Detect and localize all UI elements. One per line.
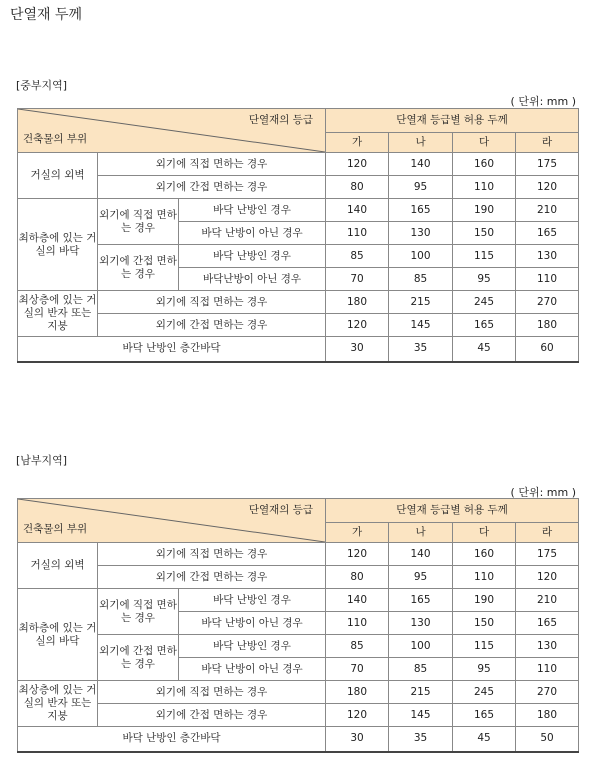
table-row (18, 543, 579, 566)
value-cell: 165 (389, 199, 453, 222)
thickness-table (17, 108, 579, 363)
allow-thickness-header: 단열재 등급별 허용 두께 (326, 109, 579, 133)
value-cell: 120 (326, 543, 389, 566)
row-label: 외기에 간접 면하는 경우 (98, 176, 326, 199)
value-cell: 70 (326, 268, 389, 291)
value-cell: 160 (453, 153, 516, 176)
table-row (18, 245, 579, 268)
value-cell: 140 (389, 153, 453, 176)
part-label: 건축물의 부위 (23, 133, 88, 145)
grade-header: 라 (516, 523, 579, 543)
row-label: 바닥 난방인 경우 (179, 199, 326, 222)
table-row (18, 314, 579, 337)
value-cell: 190 (453, 589, 516, 612)
value-cell: 145 (389, 314, 453, 337)
value-cell: 110 (516, 268, 579, 291)
row-label: 바닥 난방인 층간바닥 (18, 337, 326, 362)
row-label: 바닥 난방이 아닌 경우 (179, 658, 326, 681)
unit-label: ( 단위: mm ) (510, 95, 576, 108)
row-label: 외기에 직접 면하는 경우 (98, 681, 326, 704)
row-label: 바닥 난방인 층간바닥 (18, 727, 326, 752)
value-cell: 215 (389, 681, 453, 704)
row-label: 바닥 난방이 아닌 경우 (179, 222, 326, 245)
value-cell: 175 (516, 543, 579, 566)
value-cell: 95 (453, 268, 516, 291)
value-cell: 95 (389, 176, 453, 199)
value-cell: 85 (326, 635, 389, 658)
value-cell: 245 (453, 681, 516, 704)
value-cell: 80 (326, 176, 389, 199)
value-cell: 270 (516, 681, 579, 704)
value-cell: 210 (516, 589, 579, 612)
row-label: 외기에 간접 면하는 경우 (98, 704, 326, 727)
value-cell: 130 (516, 635, 579, 658)
value-cell: 45 (453, 337, 516, 362)
value-cell: 120 (326, 153, 389, 176)
subgroup-label: 외기에 간접 면하는 경우 (98, 245, 179, 291)
group-label: 거실의 외벽 (18, 543, 98, 589)
table-row (18, 337, 579, 362)
row-label: 외기에 간접 면하는 경우 (98, 566, 326, 589)
row-label: 바닥 난방인 경우 (179, 635, 326, 658)
value-cell: 120 (516, 176, 579, 199)
row-label: 외기에 간접 면하는 경우 (98, 314, 326, 337)
row-label: 바닥 난방인 경우 (179, 245, 326, 268)
row-label: 외기에 직접 면하는 경우 (98, 291, 326, 314)
subgroup-label: 외기에 직접 면하는 경우 (98, 589, 179, 635)
value-cell: 60 (516, 337, 579, 362)
row-label: 외기에 직접 면하는 경우 (98, 153, 326, 176)
grade-header: 라 (516, 133, 579, 153)
grade-header: 나 (389, 133, 453, 153)
grade-header: 나 (389, 523, 453, 543)
value-cell: 30 (326, 727, 389, 752)
value-cell: 110 (326, 222, 389, 245)
value-cell: 190 (453, 199, 516, 222)
value-cell: 140 (326, 199, 389, 222)
value-cell: 110 (516, 658, 579, 681)
value-cell: 115 (453, 635, 516, 658)
value-cell: 180 (326, 291, 389, 314)
group-label: 최상층에 있는 거실의 반자 또는 지붕 (18, 681, 98, 727)
thickness-table (17, 498, 579, 753)
table-row (18, 681, 579, 704)
value-cell: 115 (453, 245, 516, 268)
value-cell: 85 (326, 245, 389, 268)
value-cell: 100 (389, 245, 453, 268)
value-cell: 130 (389, 222, 453, 245)
value-cell: 85 (389, 268, 453, 291)
value-cell: 160 (453, 543, 516, 566)
value-cell: 165 (453, 314, 516, 337)
value-cell: 180 (516, 704, 579, 727)
value-cell: 95 (453, 658, 516, 681)
value-cell: 110 (326, 612, 389, 635)
value-cell: 85 (389, 658, 453, 681)
grade-label: 단열재의 등급 (248, 114, 314, 126)
subgroup-label: 외기에 간접 면하는 경우 (98, 635, 179, 681)
grade-header: 다 (453, 133, 516, 153)
section-label: [남부지역] (16, 454, 68, 467)
table-row (18, 153, 579, 176)
table-row (18, 199, 579, 222)
grade-header: 다 (453, 523, 516, 543)
group-label: 최하층에 있는 거실의 바닥 (18, 589, 98, 681)
allow-thickness-header: 단열재 등급별 허용 두께 (326, 499, 579, 523)
value-cell: 110 (453, 566, 516, 589)
diagonal-header-cell (18, 499, 326, 543)
value-cell: 120 (516, 566, 579, 589)
grade-header: 가 (326, 523, 389, 543)
row-label: 바닥 난방이 아닌 경우 (179, 612, 326, 635)
value-cell: 210 (516, 199, 579, 222)
grade-header: 가 (326, 133, 389, 153)
value-cell: 120 (326, 314, 389, 337)
value-cell: 215 (389, 291, 453, 314)
table-row (18, 704, 579, 727)
table-row (18, 727, 579, 752)
value-cell: 30 (326, 337, 389, 362)
value-cell: 100 (389, 635, 453, 658)
value-cell: 165 (516, 612, 579, 635)
part-label: 건축물의 부위 (23, 523, 88, 535)
value-cell: 165 (516, 222, 579, 245)
value-cell: 270 (516, 291, 579, 314)
value-cell: 35 (389, 337, 453, 362)
section-label: [중부지역] (16, 79, 68, 92)
diagonal-header-cell (18, 109, 326, 153)
group-label: 거실의 외벽 (18, 153, 98, 199)
row-label: 바닥 난방인 경우 (179, 589, 326, 612)
subgroup-label: 외기에 직접 면하는 경우 (98, 199, 179, 245)
table-row (18, 566, 579, 589)
value-cell: 50 (516, 727, 579, 752)
value-cell: 80 (326, 566, 389, 589)
value-cell: 95 (389, 566, 453, 589)
value-cell: 45 (453, 727, 516, 752)
table-row (18, 291, 579, 314)
value-cell: 70 (326, 658, 389, 681)
value-cell: 245 (453, 291, 516, 314)
unit-label: ( 단위: mm ) (510, 486, 576, 499)
row-label: 바닥난방이 아닌 경우 (179, 268, 326, 291)
group-label: 최하층에 있는 거실의 바닥 (18, 199, 98, 291)
value-cell: 165 (389, 589, 453, 612)
value-cell: 120 (326, 704, 389, 727)
page-title: 단열재 두께 (10, 7, 83, 23)
grade-label: 단열재의 등급 (248, 504, 314, 516)
value-cell: 165 (453, 704, 516, 727)
value-cell: 140 (326, 589, 389, 612)
table-row (18, 176, 579, 199)
value-cell: 130 (389, 612, 453, 635)
value-cell: 180 (326, 681, 389, 704)
value-cell: 180 (516, 314, 579, 337)
value-cell: 145 (389, 704, 453, 727)
row-label: 외기에 직접 면하는 경우 (98, 543, 326, 566)
value-cell: 140 (389, 543, 453, 566)
table-row (18, 589, 579, 612)
value-cell: 175 (516, 153, 579, 176)
value-cell: 35 (389, 727, 453, 752)
table-row (18, 635, 579, 658)
value-cell: 130 (516, 245, 579, 268)
group-label: 최상층에 있는 거실의 반자 또는 지붕 (18, 291, 98, 337)
value-cell: 150 (453, 222, 516, 245)
value-cell: 150 (453, 612, 516, 635)
value-cell: 110 (453, 176, 516, 199)
